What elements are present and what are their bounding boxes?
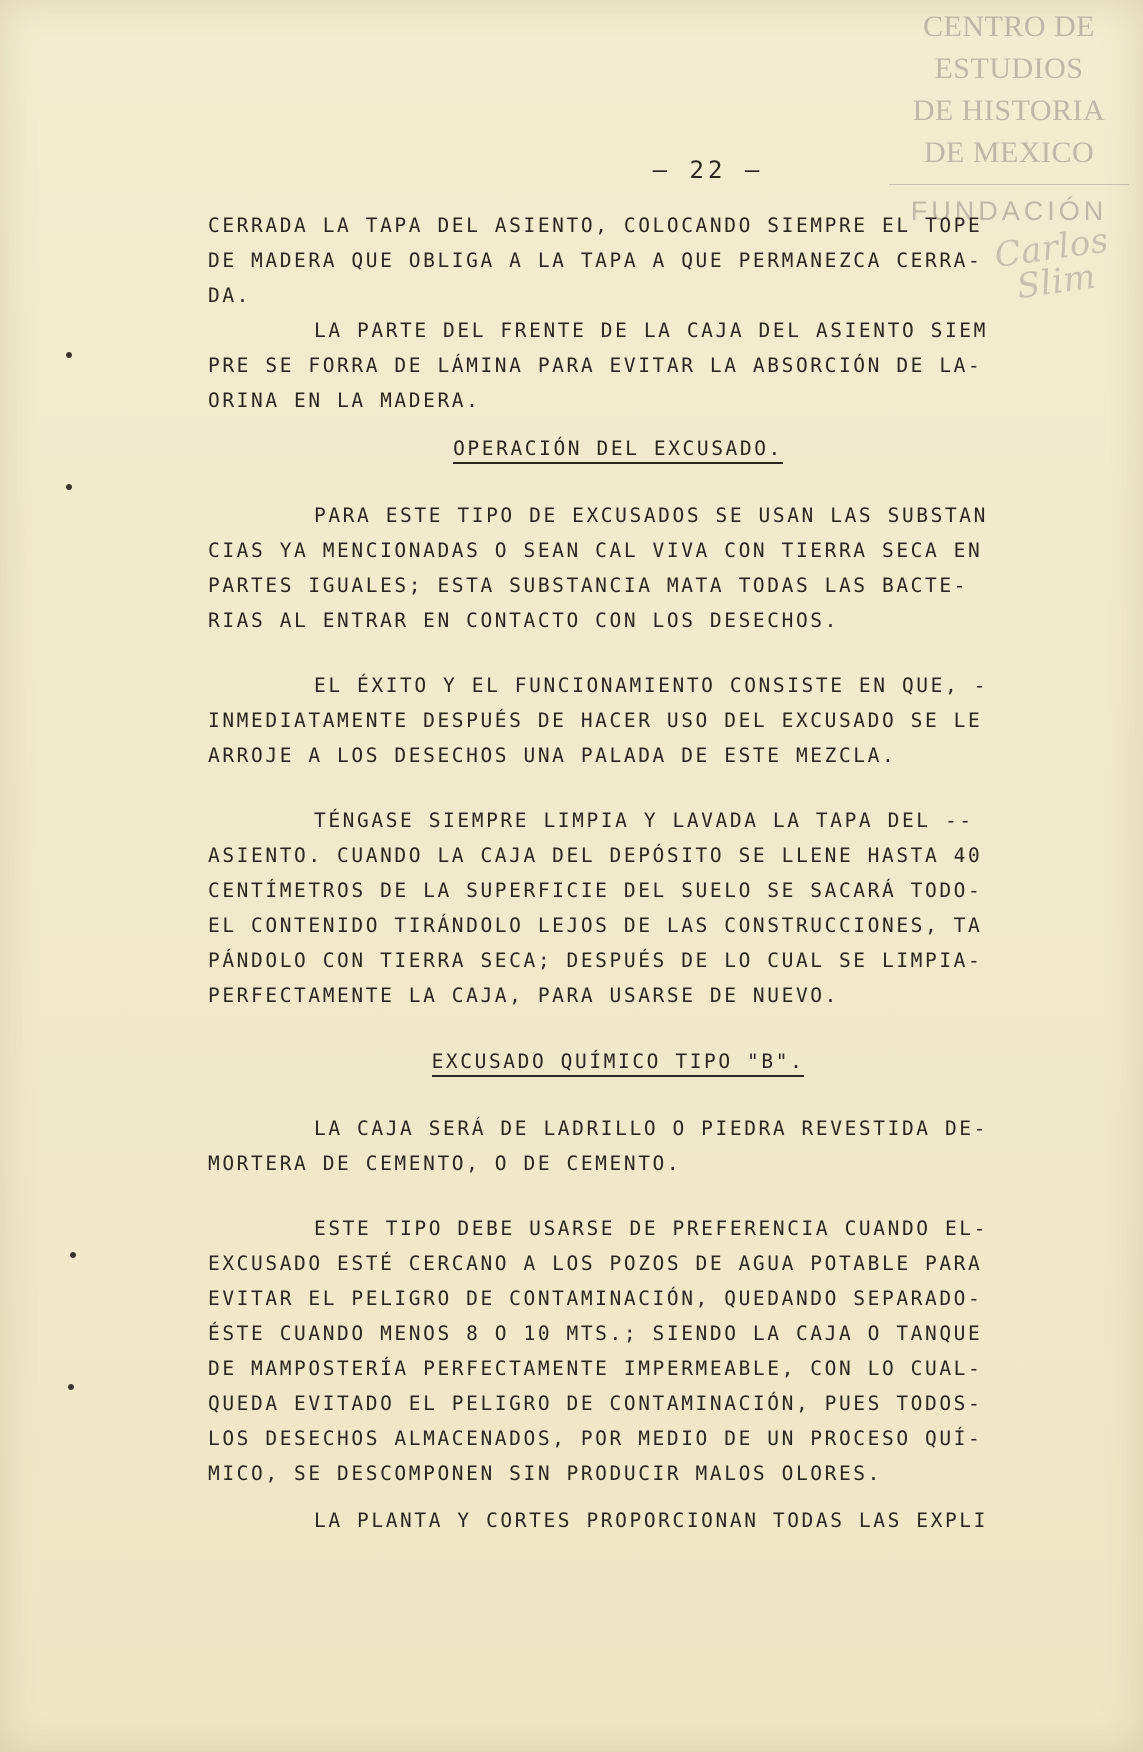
watermark-signature: Carlos Slim (992, 220, 1112, 308)
paragraph (208, 1111, 1028, 1181)
watermark-line: DE HISTORIA (912, 94, 1106, 127)
text-line: RIAS AL ENTRAR EN CONTACTO CON LOS DESECHOS. (208, 609, 839, 632)
text-line: PÁNDOLO CON TIERRA SECA; DESPUÉS DE LO CUAL SE LIMPIA- (208, 949, 983, 972)
text-line: MORTERA DE CEMENTO, O DE CEMENTO. (208, 1152, 682, 1175)
text-line: CENTÍMETROS DE LA SUPERFICIE DEL SUELO SE SACARÁ TODO- (208, 879, 983, 902)
text-line: CIAS YA MENCIONADAS O SEAN CAL VIVA CON TIERRA SECA EN (208, 539, 983, 562)
text-line: PARA ESTE TIPO DE EXCUSADOS SE USAN LAS SUBSTAN (314, 504, 988, 527)
watermark-fundacion: FUNDACIÓN (910, 196, 1108, 226)
text-line: EVITAR EL PELIGRO DE CONTAMINACIÓN, QUEDANDO SEPARADO- (208, 1287, 983, 1310)
section-heading (208, 1043, 1028, 1081)
text-line: PERFECTAMENTE LA CAJA, PARA USARSE DE NUEVO. (208, 984, 839, 1007)
paragraph (208, 498, 1028, 638)
watermark-line: ESTUDIOS (934, 52, 1084, 85)
document-body (208, 150, 1028, 1538)
page-number: – 22 – (652, 156, 764, 184)
text-line: PARTES IGUALES; ESTA SUBSTANCIA MATA TODAS LAS BACTE- (208, 574, 969, 597)
watermark-line: DE MEXICO (923, 136, 1095, 169)
text-line: INMEDIATAMENTE DESPUÉS DE HACER USO DEL EXCUSADO SE LE (208, 709, 983, 732)
text-line: ÉSTE CUANDO MENOS 8 O 10 MTS.; SIENDO LA CAJA O TANQUE (208, 1322, 983, 1345)
paragraph (208, 208, 1028, 313)
margin-mark (70, 1252, 76, 1258)
text-line: DA. (208, 284, 252, 307)
text-line: DE MAMPOSTERÍA PERFECTAMENTE IMPERMEABLE, CON LO CUAL- (208, 1357, 983, 1380)
text-line: PRE SE FORRA DE LÁMINA PARA EVITAR LA ABSORCIÓN DE LA- (208, 354, 983, 377)
section-heading (208, 430, 1028, 468)
paragraph (208, 668, 1028, 773)
text-line: ASIENTO. CUANDO LA CAJA DEL DEPÓSITO SE LLENE HASTA 40 (208, 844, 983, 867)
text-line: CERRADA LA TAPA DEL ASIENTO, COLOCANDO SIEMPRE EL TOPE (208, 214, 983, 237)
text-line: LA CAJA SERÁ DE LADRILLO O PIEDRA REVESTIDA DE- (314, 1117, 988, 1140)
heading-text: OPERACIÓN DEL EXCUSADO. (453, 437, 783, 464)
margin-mark (68, 1384, 74, 1390)
text-line: MICO, SE DESCOMPONEN SIN PRODUCIR MALOS OLORES. (208, 1462, 882, 1485)
text-line: LOS DESECHOS ALMACENADOS, POR MEDIO DE UN PROCESO QUÍ- (208, 1427, 983, 1450)
text-line: EXCUSADO ESTÉ CERCANO A LOS POZOS DE AGUA POTABLE PARA (208, 1252, 983, 1275)
text-line: DE MADERA QUE OBLIGA A LA TAPA A QUE PERMANEZCA CERRA- (208, 249, 983, 272)
text-line: ESTE TIPO DEBE USARSE DE PREFERENCIA CUANDO EL- (314, 1217, 988, 1240)
margin-mark (66, 484, 72, 490)
margin-mark (66, 352, 72, 358)
text-line: TÉNGASE SIEMPRE LIMPIA Y LAVADA LA TAPA DEL -- (314, 809, 974, 832)
paragraph (208, 803, 1028, 1013)
watermark-line: CENTRO DE (923, 10, 1095, 43)
text-line: EL ÉXITO Y EL FUNCIONAMIENTO CONSISTE EN QUE, - (314, 674, 988, 697)
text-line: ARROJE A LOS DESECHOS UNA PALADA DE ESTE MEZCLA. (208, 744, 897, 767)
paragraph (208, 1503, 1028, 1538)
text-line: EL CONTENIDO TIRÁNDOLO LEJOS DE LAS CONSTRUCCIONES, TA (208, 914, 983, 937)
paragraph (208, 313, 1028, 418)
text-line: LA PARTE DEL FRENTE DE LA CAJA DEL ASIENTO SIEM (314, 319, 988, 342)
text-line: QUEDA EVITADO EL PELIGRO DE CONTAMINACIÓN, PUES TODOS- (208, 1392, 983, 1415)
heading-text: EXCUSADO QUÍMICO TIPO "B". (432, 1050, 805, 1077)
text-line: ORINA EN LA MADERA. (208, 389, 481, 412)
paragraph (208, 1211, 1028, 1491)
text-line: LA PLANTA Y CORTES PROPORCIONAN TODAS LAS EXPLI (314, 1509, 988, 1532)
